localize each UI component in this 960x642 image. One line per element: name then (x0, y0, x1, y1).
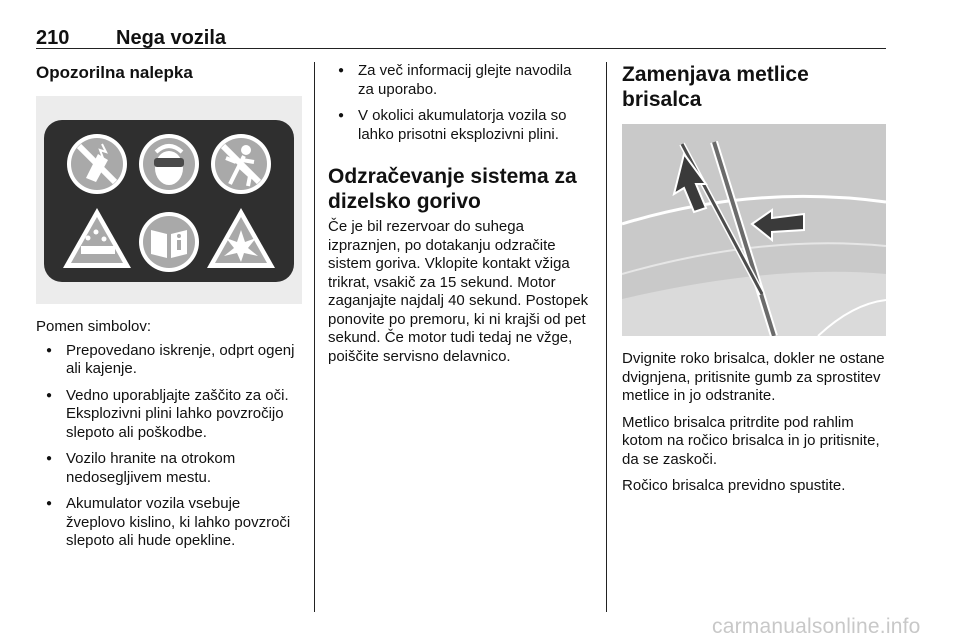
wiper-paragraph: Ročico brisalca previdno spustite. (622, 477, 846, 494)
section-heading-warning-label: Opozorilna nalepka (36, 63, 193, 82)
eye-protection-icon (139, 134, 199, 194)
page-header (36, 0, 886, 49)
list-item: ● Vozilo hranite na otrokom nedosegljivem mestu. (36, 450, 302, 487)
wiper-blade-figure (622, 124, 886, 336)
wiper-paragraph: Metlico brisalca pritrdite pod rahlim kotom na ročico brisalca in jo pritisnite, da se zaskoči. (622, 413, 880, 468)
column-divider (314, 62, 315, 612)
list-item: ● Akumulator vozila vsebuje žveplovo kislino, ki lahko povzroči slepoto ali hude opekline. (36, 495, 302, 551)
read-manual-icon (139, 212, 199, 272)
wiper-paragraph: Dvignite roko brisalca, dokler ne ostane dvignjena, pritisnite gumb za sprostitev metlice in jo odstranite. (622, 350, 885, 404)
fuel-bleeding-paragraph: Če je bil rezervoar do suhega izpraznjen, po dotakanju odzračite sistem goriva. Vklopite kontakt vžiga trikrat, vsakič za 15 sekund. Motor zaganjajte najdalj 40 sekund. Postopek ponovite po premoru, ki ni krajši od pet sekund. Če motor tudi tedaj ne vžge, poiščite servisno delavnico. (328, 218, 589, 365)
warning-label-figure (36, 96, 302, 304)
section-heading-fuel-bleeding: Odzračevanje sistema za dizelsko gorivo (328, 165, 577, 213)
keep-children-away-icon (211, 134, 271, 194)
page-number: 210 (36, 27, 70, 49)
list-item: ● Za več informacij glejte navodila za uporabo. (328, 62, 590, 99)
list-item: ● V okolici akumulatorja vozila so lahko prisotni eksplozivni plini. (328, 107, 590, 144)
column-2 (328, 62, 590, 366)
symbol-list-continued (328, 62, 590, 144)
no-sparks-icon (67, 134, 127, 194)
watermark: carmanualsonline.info (712, 615, 921, 638)
symbols-intro: Pomen simbolov: (36, 318, 152, 335)
list-item: ● Prepovedano iskrenje, odprt ogenj ali kajenje. (36, 342, 302, 379)
column-1 (36, 62, 302, 559)
list-item: ● Vedno uporabljajte zaščito za oči. Eksplozivni plini lahko povzročijo slepoto ali poškodbe. (36, 387, 302, 443)
column-3 (622, 62, 886, 496)
page-title: Nega vozila (116, 27, 227, 49)
symbol-list (36, 342, 302, 551)
column-divider (606, 62, 607, 612)
section-heading-wiper-replacement: Zamenjava metlice brisalca (622, 63, 809, 111)
